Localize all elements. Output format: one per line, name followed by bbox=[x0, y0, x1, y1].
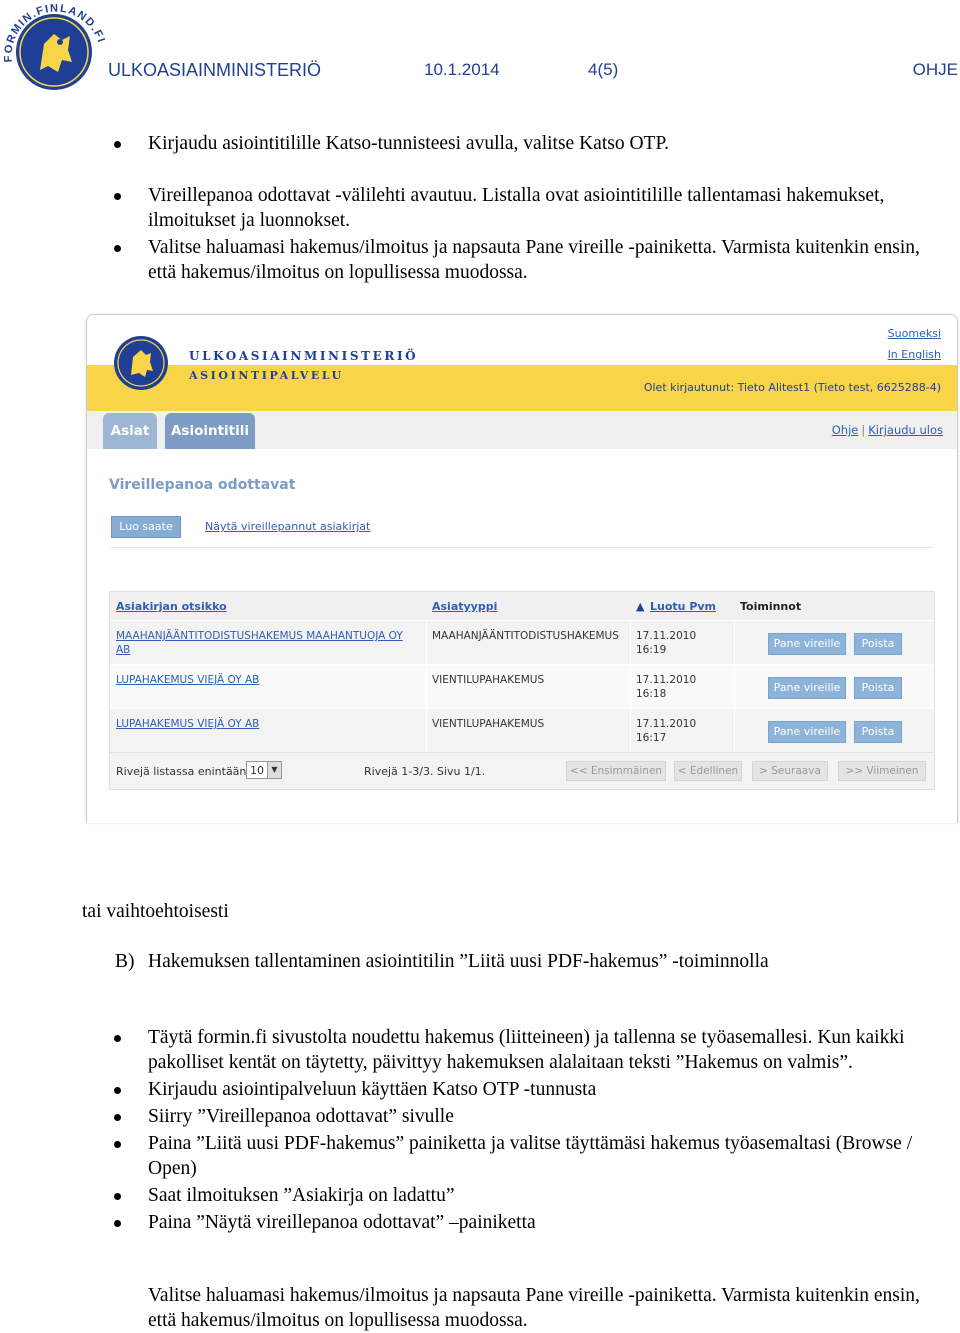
bullet-icon bbox=[114, 1087, 121, 1094]
tab-bar bbox=[87, 411, 957, 449]
header-doc-type: OHJE bbox=[912, 60, 958, 79]
header-page-number: 4(5) bbox=[588, 60, 619, 79]
tab-asiat[interactable]: Asiat bbox=[103, 413, 157, 449]
section-b-letter: B) bbox=[115, 951, 135, 972]
column-divider bbox=[734, 621, 735, 664]
rows-per-page-label: Rivejä listassa enintään bbox=[116, 765, 247, 778]
logged-in-status: Olet kirjautunut: Tieto Alitest1 (Tieto test, 6625288-4) bbox=[643, 381, 941, 394]
alternative-text: tai vaihtoehtoisesti bbox=[82, 901, 229, 922]
bullet-icon bbox=[114, 193, 121, 200]
section-title: Vireillepanoa odottavat bbox=[109, 477, 296, 493]
table-row bbox=[110, 620, 934, 664]
table-footer bbox=[110, 752, 934, 789]
list-item: Paina ”Näytä vireillepanoa odottavat” –painiketta bbox=[0, 1210, 960, 1235]
submit-button[interactable]: Pane vireille bbox=[768, 721, 846, 743]
logo-text: FORMIN.FINLAND.FI bbox=[2, 2, 108, 63]
final-paragraph: Valitse haluamasi hakemus/ilmoitus ja napsauta Pane vireille -painiketta. Varmista kuitenkin ensin, että hakemus/ilmoitus on lopullisessa muodossa. bbox=[148, 1285, 920, 1331]
bullet-icon bbox=[114, 1114, 121, 1121]
table-row bbox=[110, 664, 934, 708]
coat-of-arms-icon bbox=[113, 335, 169, 391]
row-created: 17.11.2010 16:17 bbox=[636, 718, 697, 744]
tab-asiointitili[interactable]: Asiointitili bbox=[165, 413, 255, 449]
table-body bbox=[110, 620, 934, 752]
bullet-icon bbox=[114, 1141, 121, 1148]
col-header-actions: Toiminnot bbox=[740, 600, 802, 613]
column-divider bbox=[426, 665, 427, 708]
list-item: Kirjaudu asiointipalveluun käyttäen Katso OTP -tunnusta bbox=[0, 1077, 960, 1102]
list-item: Siirry ”Vireillepanoa odottavat” sivulle bbox=[0, 1104, 960, 1129]
column-divider bbox=[630, 709, 631, 752]
submit-button[interactable]: Pane vireille bbox=[768, 677, 846, 699]
show-submitted-link[interactable]: Näytä vireillepannut asiakirjat bbox=[205, 520, 371, 533]
dropdown-arrow-icon: ▼ bbox=[267, 762, 281, 778]
next-page-button[interactable]: > Seuraava bbox=[752, 761, 828, 781]
list-item: Saat ilmoituksen ”Asiakirja on ladattu” bbox=[0, 1183, 960, 1208]
divider bbox=[111, 547, 933, 548]
delete-button[interactable]: Poista bbox=[854, 721, 902, 743]
bullet-icon bbox=[114, 1193, 121, 1200]
column-divider bbox=[426, 709, 427, 752]
row-title[interactable]: MAAHANJÄÄNTITODISTUSHAKEMUS MAAHANTUOJA OY AB bbox=[116, 630, 403, 656]
list-item: Vireillepanoa odottavat -välilehti avautuu. Listalla ovat asiointitilille tallentamasi hakemukset, ilmoitukset ja luonnokset. bbox=[0, 183, 960, 233]
sort-ascending-icon: ▲ bbox=[636, 600, 645, 613]
app-ministry-name: ULKOASIAINMINISTERIÖ bbox=[189, 349, 419, 363]
column-divider bbox=[426, 621, 427, 664]
bullet-icon bbox=[114, 141, 121, 148]
instruction-list-a bbox=[0, 131, 960, 285]
delete-button[interactable]: Poista bbox=[854, 677, 902, 699]
link-separator: | bbox=[861, 423, 866, 437]
rows-per-page-select[interactable]: 10 ▼ bbox=[246, 761, 282, 779]
table-header bbox=[110, 592, 934, 620]
column-divider bbox=[734, 709, 735, 752]
col-header-type[interactable]: Asiatyyppi bbox=[432, 600, 498, 613]
bullet-icon bbox=[114, 1220, 121, 1227]
embedded-screenshot bbox=[86, 314, 958, 823]
app-header bbox=[87, 315, 957, 411]
list-item: Täytä formin.fi sivustolta noudettu hakemus (liitteineen) ja tallenna se työasemallesi. Kun kaikki pakolliset kentät on täytetty, päivittyy hakemuksen alalaitaan teksti ”Hakemus on valmis”. bbox=[0, 1025, 960, 1075]
column-divider bbox=[630, 621, 631, 664]
logout-link[interactable]: Kirjaudu ulos bbox=[868, 423, 943, 437]
page-info: Rivejä 1-3/3. Sivu 1/1. bbox=[364, 765, 486, 778]
row-created: 17.11.2010 16:18 bbox=[636, 674, 697, 700]
last-page-button[interactable]: >> Viimeinen bbox=[838, 761, 926, 781]
delete-button[interactable]: Poista bbox=[854, 633, 902, 655]
row-type: VIENTILUPAHAKEMUS bbox=[432, 674, 545, 686]
submit-button[interactable]: Pane vireille bbox=[768, 633, 846, 655]
row-title[interactable]: LUPAHAKEMUS VIEJÄ OY AB bbox=[116, 674, 260, 686]
list-item: Kirjaudu asiointitilille Katso-tunnisteesi avulla, valitse Katso OTP. bbox=[0, 131, 960, 156]
formin-finland-logo bbox=[0, 0, 108, 95]
col-header-created[interactable]: Luotu Pvm bbox=[650, 600, 717, 613]
instruction-list-b bbox=[0, 1025, 960, 1235]
header-ministry: ULKOASIAINMINISTERIÖ bbox=[108, 60, 322, 80]
app-content bbox=[87, 449, 957, 823]
documents-table bbox=[109, 591, 935, 790]
first-page-button[interactable]: << Ensimmäinen bbox=[566, 761, 666, 781]
row-type: MAAHANJÄÄNTITODISTUSHAKEMUS bbox=[432, 630, 619, 642]
bullet-icon bbox=[114, 1035, 121, 1042]
list-item: Valitse haluamasi hakemus/ilmoitus ja napsauta Pane vireille -painiketta. Varmista kuitenkin ensin, että hakemus/ilmoitus on lopullisessa muodossa. bbox=[0, 235, 960, 285]
column-divider bbox=[630, 665, 631, 708]
col-header-title[interactable]: Asiakirjan otsikko bbox=[116, 600, 227, 613]
section-b-title: Hakemuksen tallentaminen asiointitilin ”Liitä uusi PDF-hakemus” -toiminnolla bbox=[148, 951, 769, 972]
lang-finnish-link[interactable]: Suomeksi bbox=[887, 327, 941, 340]
app-service-name: ASIOINTIPALVELU bbox=[189, 369, 344, 382]
help-link[interactable]: Ohje bbox=[831, 423, 859, 437]
row-created: 17.11.2010 16:19 bbox=[636, 630, 697, 656]
create-cover-button[interactable]: Luo saate bbox=[111, 516, 181, 538]
column-divider bbox=[734, 665, 735, 708]
list-item: Paina ”Liitä uusi PDF-hakemus” painiketta ja valitse täyttämäsi hakemus työasemaltasi (Browse / Open) bbox=[0, 1131, 960, 1181]
row-type: VIENTILUPAHAKEMUS bbox=[432, 718, 545, 730]
lang-english-link[interactable]: In English bbox=[887, 348, 941, 361]
previous-page-button[interactable]: < Edellinen bbox=[674, 761, 742, 781]
table-row bbox=[110, 708, 934, 752]
header-date: 10.1.2014 bbox=[424, 60, 500, 79]
top-links bbox=[832, 423, 943, 437]
bullet-icon bbox=[114, 245, 121, 252]
row-title[interactable]: LUPAHAKEMUS VIEJÄ OY AB bbox=[116, 718, 260, 730]
